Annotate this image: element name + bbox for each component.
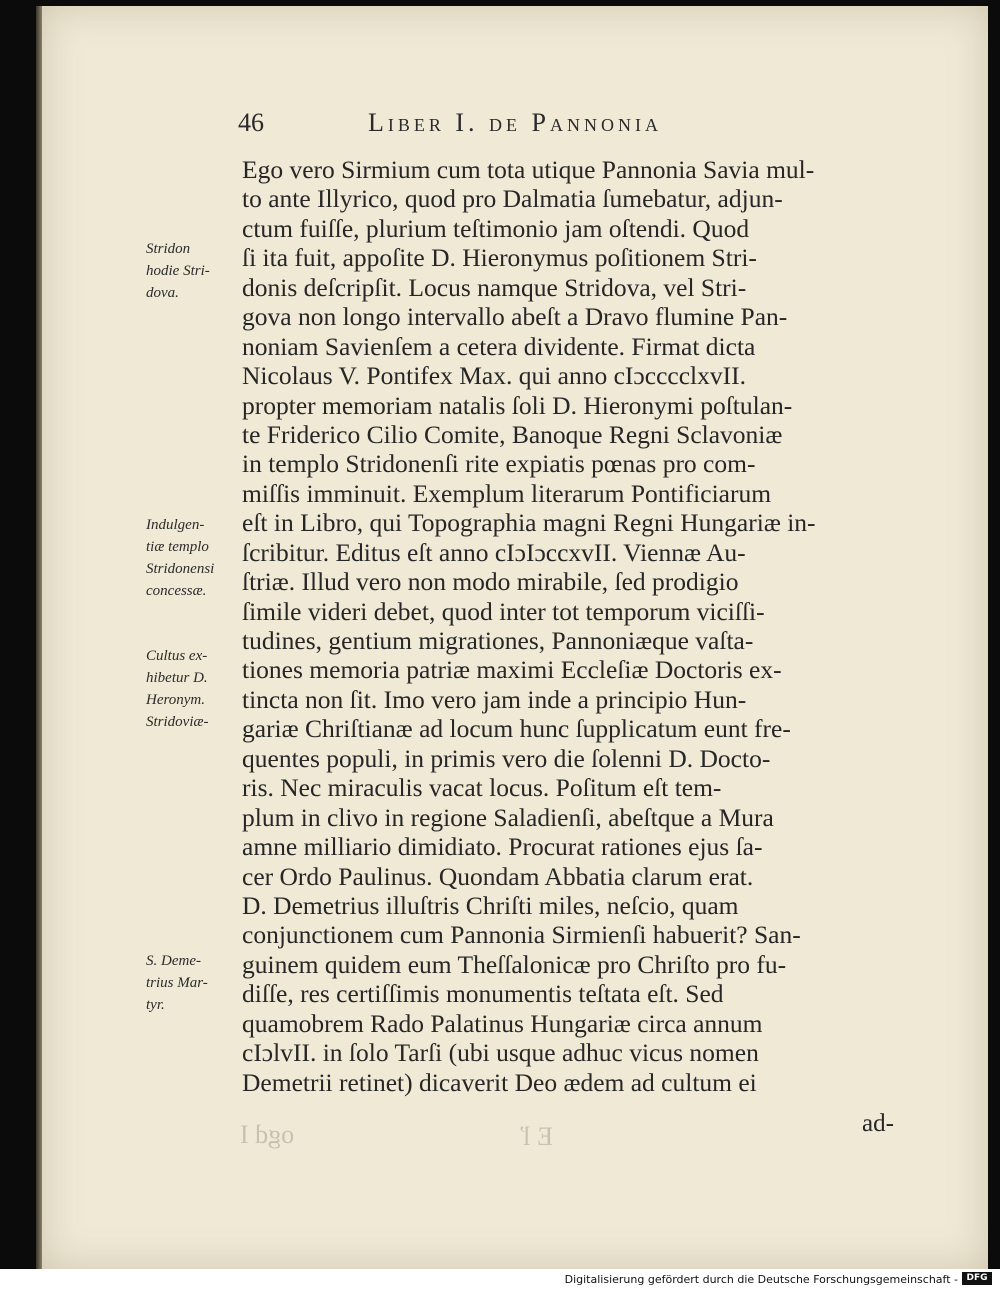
margin-note-line: S. Deme- (146, 953, 201, 969)
margin-note-line: Cultus ex- (146, 648, 208, 664)
margin-note-line: trius Mar- (146, 975, 208, 991)
text-line: tincta non ſit. Imo vero jam inde a principio Hun- (242, 684, 747, 714)
bleed-through-text: E ľ (520, 1122, 553, 1151)
margin-note-line: concessæ. (146, 583, 207, 599)
text-line: tudines, gentium migrationes, Pannoniæque vaſta- (242, 626, 754, 655)
text-line: eſt in Libro, qui Topographia magni Regni Hungariæ in- (242, 508, 816, 538)
text-line: diſſe, res certiſſimis monumentis teſtata eſt. Sed (242, 979, 724, 1009)
text-line: quentes populi, in primis vero die ſolenni D. Docto- (242, 743, 771, 773)
text-line: gova non longo intervallo abeſt a Dravo flumine Pan- (242, 302, 788, 332)
text-line: ſi ita fuit, appoſite D. Hieronymus poſitionem Stri- (242, 243, 757, 273)
text-line: plum in clivo in regione Saladienſi, abeſtque a Mura (242, 802, 774, 832)
text-line: quamobrem Rado Palatinus Hungariæ circa annum (242, 1008, 763, 1038)
text-line: Ego vero Sirmium cum tota utique Pannonia Savia mul- (242, 155, 815, 184)
margin-note-indulgentiae (146, 514, 242, 602)
text-line: ris. Nec miraculis vacat locus. Poſitum eſt tem- (242, 773, 722, 803)
text-line: Nicolaus V. Pontifex Max. qui anno cIɔcccclxvII. (242, 361, 746, 391)
text-line: propter memoriam natalis ſoli D. Hieronymi poſtulan- (242, 390, 793, 420)
margin-note-cultus (146, 645, 242, 733)
text-line: tiones memoria patriæ maximi Eccleſiæ Doctoris ex- (242, 655, 782, 685)
text-line: conjunctionem cum Pannonia Sirmienſi habuerit? San- (242, 920, 801, 950)
margin-note-line: tiæ templo (146, 539, 209, 555)
margin-note-line: hibetur D. (146, 670, 208, 686)
text-line: D. Demetrius illuſtris Chriſti miles, neſcio, quam (242, 890, 739, 920)
footer-credit: Digitalisierung gefördert durch die Deutsche Forschungsgemeinschaft - (564, 1273, 958, 1286)
page-header (238, 108, 818, 144)
margin-note-stridon (146, 238, 242, 304)
margin-note-line: Stridon (146, 241, 191, 257)
text-line: te Friderico Cilio Comite, Banoque Regni Sclavoniæ (242, 419, 783, 449)
running-head: Liber I. de Pannonia (368, 108, 662, 137)
dfg-logo-icon: DFG (962, 1272, 992, 1285)
bleed-through-text: ogd I (240, 1120, 295, 1149)
page-number: 46 (238, 108, 264, 137)
margin-note-line: hodie Stri- (146, 263, 210, 279)
text-line: in templo Stridonenſi rite expiatis pœnas pro com- (242, 449, 756, 479)
text-line: to ante Illyrico, quod pro Dalmatia ſumebatur, adjun- (242, 184, 783, 214)
margin-note-demetrius (146, 950, 242, 1016)
text-line: miſſis imminuit. Exemplum literarum Pontificiarum (242, 478, 772, 508)
text-line: gariæ Chriſtianæ ad locum hunc ſupplicatum eunt fre- (242, 714, 791, 744)
text-line: cIɔlvII. in ſolo Tarſi (ubi usque adhuc vicus nomen (242, 1038, 759, 1068)
margin-note-line: dova. (146, 285, 179, 301)
text-line: guinem quidem eum Theſſalonicæ pro Chriſto pro fu- (242, 949, 787, 979)
text-line: ſimile videri debet, quod inter tot temporum viciſſi- (242, 596, 765, 626)
text-line: noniam Savienſem a cetera dividente. Firmat dicta (242, 331, 756, 361)
margin-note-line: Stridonensi (146, 561, 215, 577)
text-line: cer Ordo Paulinus. Quondam Abbatia clarum erat. (242, 861, 754, 891)
text-line: ſtriæ. Illud vero non modo mirabile, ſed prodigio (242, 567, 739, 597)
text-line: amne milliario dimidiato. Procurat rationes ejus ſa- (242, 832, 763, 862)
margin-note-line: Stridoviæ- (146, 714, 209, 730)
margin-note-line: Indulgen- (146, 517, 205, 533)
footer-bar (0, 1269, 1000, 1289)
margin-note-line: tyr. (146, 997, 165, 1013)
text-line: ſcribitur. Editus eſt anno cIɔIɔccxvII. Viennæ Au- (242, 537, 746, 567)
text-line: ctum fuiſſe, plurium teſtimonio jam oſtendi. Quod (242, 213, 750, 243)
text-line: donis deſcripſit. Locus namque Stridova, vel Stri- (242, 272, 747, 302)
text-line: Demetrii retinet) dicaverit Deo ædem ad cultum ei (242, 1067, 757, 1097)
margin-note-line: Heronym. (146, 692, 206, 708)
catchword: ad- (862, 1110, 894, 1137)
body-text (242, 155, 904, 1097)
